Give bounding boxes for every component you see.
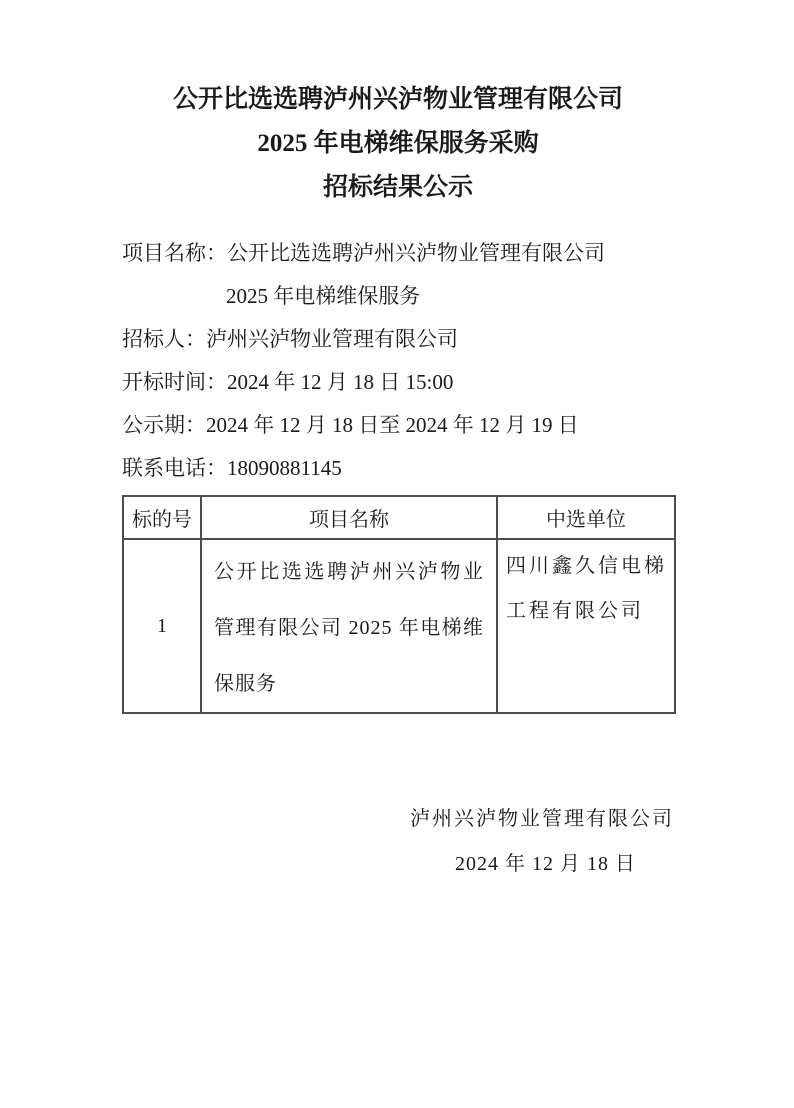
table-row [123,539,675,713]
table-cell-winning-unit: 四川鑫久信电梯工程有限公司 [497,539,675,713]
field-project-name-continued: 2025 年电梯维保服务 [226,284,421,308]
signature-company: 泸州兴泸物业管理有限公司 [410,808,674,830]
field-publicity-period: 公示期：2024 年 12 月 18 日至 2024 年 12 月 19 日 [122,413,579,437]
title-line-2: 2025 年电梯维保服务采购 [257,130,539,157]
field-project-name: 项目名称：公开比选选聘泸州兴泸物业管理有限公司 [122,241,605,265]
table-header-lot-number: 标的号 [123,496,201,539]
signature-date: 2024 年 12 月 18 日 [455,853,636,875]
document-title [122,78,674,210]
title-line-3: 招标结果公示 [322,174,473,201]
title-line-1: 公开比选选聘泸州兴泸物业管理有限公司 [172,86,623,113]
document-fields [122,232,674,490]
field-bid-opening-time: 开标时间：2024 年 12 月 18 日 15:00 [122,370,454,394]
document-signature [122,798,674,886]
table-header-project-name: 项目名称 [201,496,497,539]
table-cell-lot-number: 1 [123,539,201,713]
field-contact-phone: 联系电话：18090881145 [122,456,342,480]
table-header-row [123,496,675,539]
table-header-winning-unit: 中选单位 [497,496,675,539]
table-cell-project-name: 公开比选选聘泸州兴泸物业管理有限公司 2025 年电梯维保服务 [201,539,497,713]
bid-result-table [122,495,676,714]
field-bidder: 招标人：泸州兴泸物业管理有限公司 [122,327,458,351]
